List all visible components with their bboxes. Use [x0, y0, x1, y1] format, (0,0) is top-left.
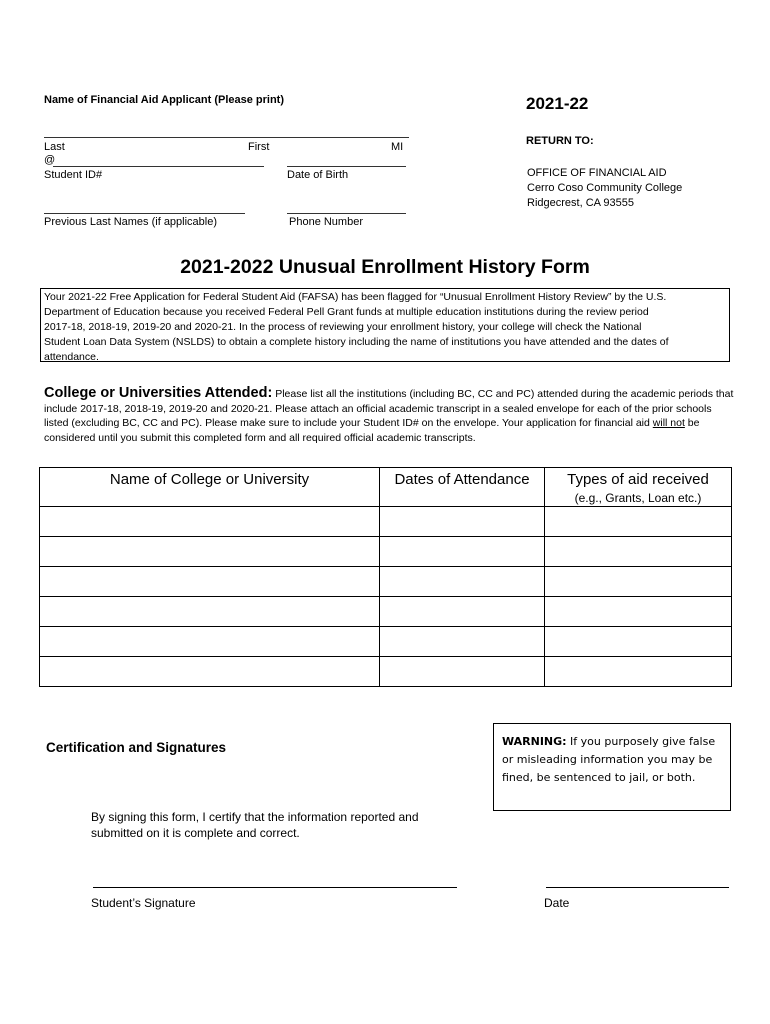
phone-number-label: Phone Number — [289, 216, 363, 228]
aid-type-cell[interactable] — [545, 597, 732, 627]
middle-initial-label: MI — [391, 141, 404, 153]
previous-names-input[interactable] — [44, 213, 245, 214]
signature-date-label: Date — [544, 896, 570, 910]
colleges-instructions — [44, 386, 734, 445]
student-id-input[interactable] — [53, 166, 264, 167]
warning-box — [493, 723, 731, 811]
intro-line: Your 2021-22 Free Application for Federal Student Aid (FAFSA) has been flagged for “Unusual Enrollment History Review” by the U.S. — [44, 291, 667, 303]
college-name-cell[interactable] — [40, 627, 380, 657]
form-year: 2021-22 — [526, 94, 589, 113]
table-row — [40, 567, 732, 597]
enrollment-history-table — [39, 467, 732, 687]
col-header-college-name: Name of College or University — [40, 468, 380, 507]
col-header-aid-example: (e.g., Grants, Loan etc.) — [574, 491, 702, 505]
aid-type-cell[interactable] — [545, 657, 732, 687]
table-row — [40, 507, 732, 537]
intro-box — [40, 288, 730, 362]
aid-type-cell[interactable] — [545, 567, 732, 597]
college-name-cell[interactable] — [40, 567, 380, 597]
college-name-cell[interactable] — [40, 537, 380, 567]
applicant-name-input[interactable] — [44, 137, 409, 138]
colleges-text-2: be considered until you submit this completed form and all required official academic transcripts. — [44, 417, 700, 444]
colleges-text-1: Please list all the institutions (including BC, CC and PC) attended during the academic periods that include 2017-18, 2018-19, 2019-20 and 2020-21. Please attach an official academic transcript in a sealed envelope for each of the prior schools listed (excluding BC, CC and PC). Please make sure to include your Student ID# on the envelope. Your application for financial aid — [44, 388, 734, 429]
col-header-dates: Dates of Attendance — [380, 468, 545, 507]
aid-type-cell[interactable] — [545, 507, 732, 537]
intro-line: Department of Education because you received Federal Pell Grant funds at multiple education institutions during the review period — [44, 306, 649, 318]
colleges-heading: College or Universities Attended: — [44, 385, 273, 401]
table-header-row — [40, 468, 732, 507]
aid-type-cell[interactable] — [545, 537, 732, 567]
last-name-label: Last — [44, 141, 65, 153]
dates-cell[interactable] — [380, 537, 545, 567]
dates-cell[interactable] — [380, 507, 545, 537]
dates-cell[interactable] — [380, 657, 545, 687]
office-address: Ridgecrest, CA 93555 — [527, 197, 635, 209]
college-name: Cerro Coso Community College — [527, 182, 683, 194]
aid-type-cell[interactable] — [545, 627, 732, 657]
college-name-cell[interactable] — [40, 597, 380, 627]
student-id-label: Student ID# — [44, 169, 103, 181]
table-row — [40, 537, 732, 567]
col-header-aid-types: Types of aid received (e.g., Grants, Loan etc.) — [545, 468, 732, 507]
applicant-name-label: Name of Financial Aid Applicant (Please print) — [44, 94, 285, 106]
dates-cell[interactable] — [380, 567, 545, 597]
at-symbol: @ — [44, 154, 56, 166]
intro-line: Student Loan Data System (NSLDS) to obtain a complete history including the name of institutions you have attended and the dates of — [44, 336, 669, 348]
intro-line: 2017-18, 2018-19, 2019-20 and 2020-21. In the process of reviewing your enrollment history, your college will check the National — [44, 321, 642, 333]
signature-date-input[interactable] — [546, 887, 729, 888]
phone-number-input[interactable] — [287, 213, 406, 214]
warning-label: WARNING: — [502, 735, 567, 748]
warning-text: If you purposely give false or misleading information you may be fined, be sentenced to jail, or both. — [502, 735, 716, 784]
table-row — [40, 657, 732, 687]
college-name-cell[interactable] — [40, 657, 380, 687]
colleges-will-not: will not — [652, 417, 685, 429]
intro-line: attendance. — [44, 351, 99, 363]
previous-names-label: Previous Last Names (if applicable) — [44, 216, 218, 228]
dates-cell[interactable] — [380, 627, 545, 657]
certification-statement-line2: submitted on it is complete and correct. — [91, 826, 300, 840]
signature-label: Student’s Signature — [91, 896, 196, 910]
first-name-label: First — [248, 141, 270, 153]
office-name: OFFICE OF FINANCIAL AID — [527, 167, 667, 179]
certification-heading: Certification and Signatures — [46, 740, 227, 755]
date-of-birth-label: Date of Birth — [287, 169, 349, 181]
table-row — [40, 627, 732, 657]
signature-input[interactable] — [93, 887, 457, 888]
college-name-cell[interactable] — [40, 507, 380, 537]
table-row — [40, 597, 732, 627]
date-of-birth-input[interactable] — [287, 166, 406, 167]
dates-cell[interactable] — [380, 597, 545, 627]
certification-statement-line1: By signing this form, I certify that the information reported and — [91, 810, 419, 824]
return-to-label: RETURN TO: — [526, 135, 594, 147]
form-title: 2021-2022 Unusual Enrollment History Form — [180, 256, 590, 278]
